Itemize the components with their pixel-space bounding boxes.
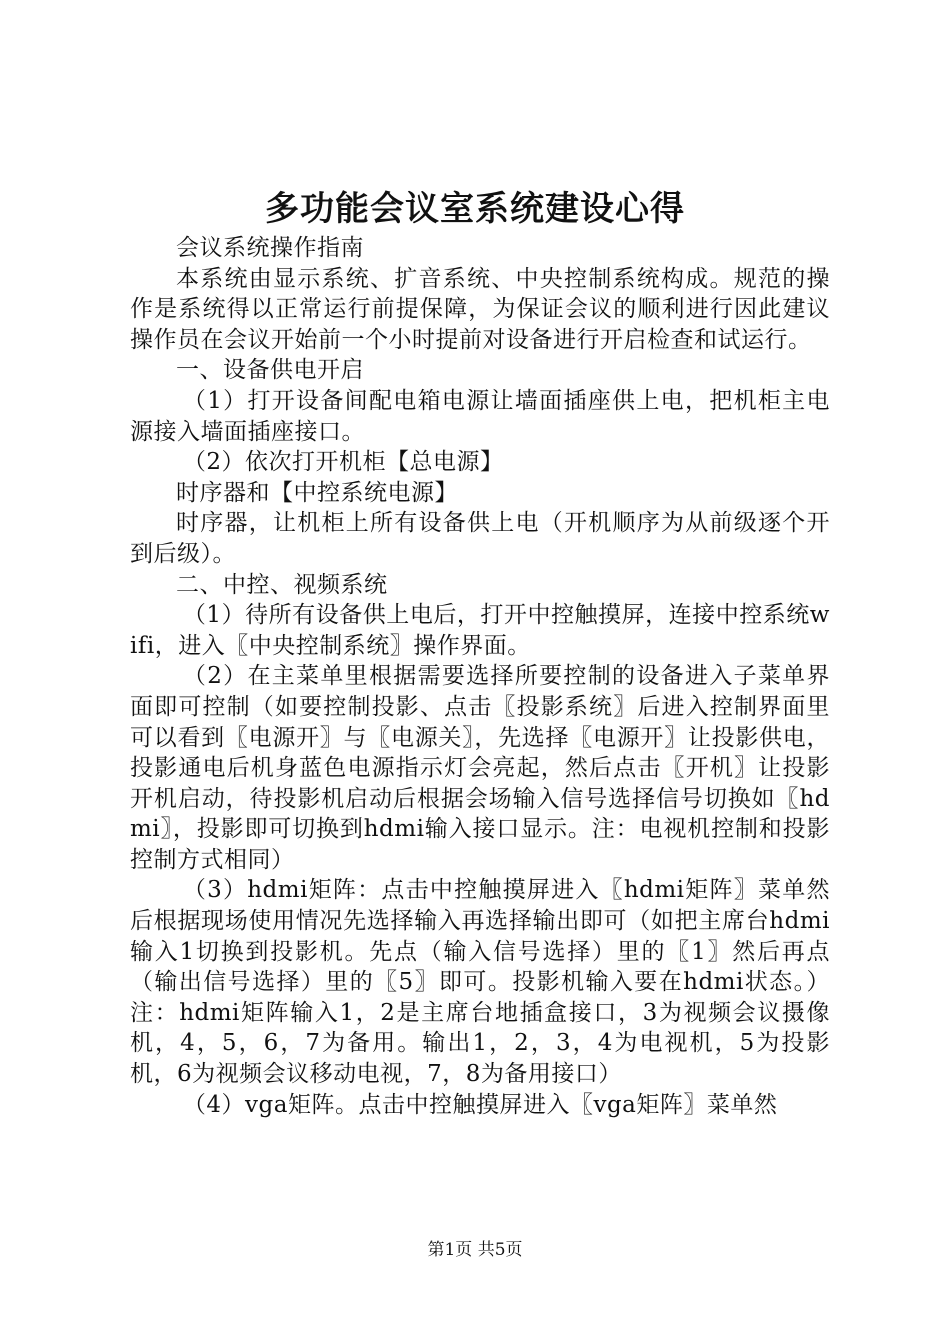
paragraph-guide-heading: 会议系统操作指南	[176, 235, 364, 261]
paragraph-control-step-2: （2）在主菜单里根据需要选择所要控制的设备进入子菜单界面即可控制（如要控制投影、点击〖投影系统〗后进入控制界面里可以看到〖电源开〗与〖电源关〗，先选择〖电源开〗让投影供电，投影通电后机身蓝色电源指示灯会亮起，然后点击〖开机〗让投影开机启动，待投影机启动后根据会场输入信号选择信号切换如〖hdmi〗，投影即可切换到hdmi输入接口显示。注：电视机控制和投影控制方式相同）	[130, 663, 830, 873]
section-heading-power: 一、设备供电开启	[176, 357, 364, 384]
paragraph-control-step-1: （1）待所有设备供上电后，打开中控触摸屏，连接中控系统wifi，进入〖中央控制系统〗操作界面。	[130, 602, 830, 659]
document-body	[130, 233, 830, 1120]
document-title: 多功能会议室系统建设心得	[265, 189, 685, 229]
paragraph-control-step-4: （4）vga矩阵。点击中控触摸屏进入〖vga矩阵〗菜单然	[182, 1091, 778, 1118]
paragraph-sequencer-note: 时序器，让机柜上所有设备供上电（开机顺序为从前级逐个开到后级）。	[130, 510, 830, 567]
section-heading-control-video: 二、中控、视频系统	[176, 571, 388, 598]
paragraph-intro: 本系统由显示系统、扩音系统、中央控制系统构成。规范的操作是系统得以正常运行前提保障，为保证会议的顺利进行因此建议操作员在会议开始前一个小时提前对设备进行开启检查和试运行。	[130, 265, 830, 353]
paragraph-sequencer: 时序器和【中控系统电源】	[176, 479, 458, 506]
paragraph-power-step-2: （2）依次打开机柜【总电源】	[182, 449, 504, 476]
page-footer: 第1页 共5页	[427, 1240, 523, 1260]
paragraph-control-step-3: （3）hdmi矩阵：点击中控触摸屏进入〖hdmi矩阵〗菜单然后根据现场使用情况先选择输入再选择输出即可（如把主席台hdmi输入1切换到投影机。先点（输入信号选择）里的〖1〗然后再点（输出信号选择）里的〖5〗即可。投影机输入要在hdmi状态。）注：hdmi矩阵输入1，2是主席台地插盒接口，3为视频会议摄像机，4，5，6，7为备用。输出1，2，3，4为电视机，5为投影机，6为视频会议移动电视，7，8为备用接口）	[130, 877, 830, 1088]
paragraph-power-step-1: （1）打开设备间配电箱电源让墙面插座供上电，把机柜主电源接入墙面插座接口。	[130, 387, 830, 445]
